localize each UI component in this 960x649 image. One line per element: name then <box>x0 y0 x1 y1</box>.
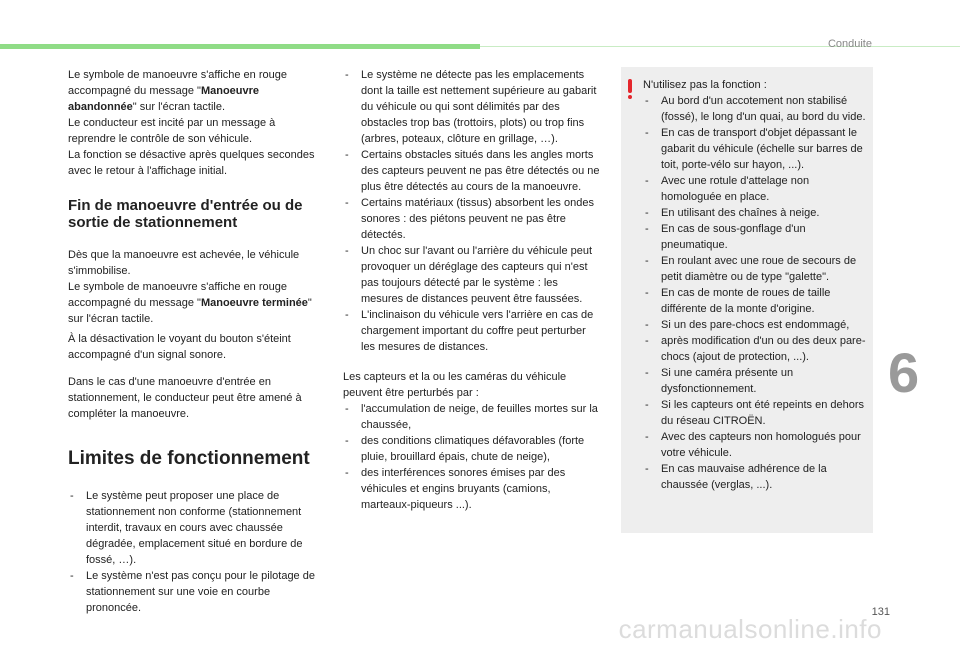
list-item: - l'accumulation de neige, de feuilles mortes sur la chaussée, <box>343 401 601 433</box>
warning-intro: N'utilisez pas la fonction : <box>643 79 767 91</box>
list-item: - En cas mauvaise adhérence de la chaussée (verglas, ...). <box>643 461 869 493</box>
warning-box <box>621 67 873 533</box>
list-item: - des conditions climatiques défavorables (forte pluie, brouillard épais, chute de neige), <box>343 433 601 465</box>
list-item: - Au bord d'un accotement non stabilisé (fossé), le long d'un quai, au bord du vide. <box>643 93 869 125</box>
list-item: - En roulant avec une roue de secours de petit diamètre ou de type "galette". <box>643 253 869 285</box>
list-item: - Un choc sur l'avant ou l'arrière du véhicule peut provoquer un déréglage des capteurs qui n'est pas toujours détecté par le système : les mesures de distances peuvent être faussées. <box>343 243 601 307</box>
page-number: 131 <box>871 606 890 618</box>
list-item: - En utilisant des chaînes à neige. <box>643 205 869 221</box>
list-detection-limits <box>343 67 601 355</box>
paragraph-complete-manoeuvre: Dans le cas d'une manoeuvre d'entrée en stationnement, le conducteur peut être amené à compléter la manoeuvre. <box>68 376 302 420</box>
column-left <box>68 67 326 616</box>
list-item: - Si une caméra présente un dysfonctionnement. <box>643 365 869 397</box>
paragraph-driver-prompt: Le conducteur est incité par un message à reprendre le contrôle de son véhicule. <box>68 117 276 145</box>
header-rule <box>480 46 960 47</box>
list-item: - Certains obstacles situés dans les angles morts des capteurs peuvent ne pas être détectés ou ne plus être détectés au cours de la manoeuvre. <box>343 147 601 195</box>
list-item: - Le système ne détecte pas les emplacements dont la taille est nettement supérieure au gabarit du véhicule ou qui sont délimités par des obstacles trop bas (trottoirs, plots) ou trop fins (arbres, poteaux, clôture en grillage, …). <box>343 67 601 147</box>
list-item: - L'inclinaison du véhicule vers l'arrière en cas de chargement important du coffre peut perturber les mesures de distances. <box>343 307 601 355</box>
heading-limits: Limites de fonctionnement <box>68 448 310 469</box>
list-item: - des interférences sonores émises par des véhicules et engins bruyants (camions, marteaux-piqueurs ...). <box>343 465 601 513</box>
paragraph-aborted: Le symbole de manoeuvre s'affiche en rouge accompagné du message "Manoeuvre abandonnée" sur l'écran tactile. <box>68 69 287 113</box>
message-aborted: Manoeuvre abandonnée <box>68 85 260 113</box>
list-do-not-use <box>643 93 869 493</box>
paragraph-finished: Le symbole de manoeuvre s'affiche en rouge accompagné du message "Manoeuvre terminée" sur l'écran tactile. <box>68 281 312 325</box>
list-item: - Si les capteurs ont été repeints en dehors du réseau CITROËN. <box>643 397 869 429</box>
list-sensor-disturbances <box>343 401 601 513</box>
chapter-number: 6 <box>888 341 920 404</box>
paragraph-deactivation: La fonction se désactive après quelques secondes avec le retour à l'affichage initial. <box>68 149 315 177</box>
exclamation-warning-icon <box>625 79 635 99</box>
warning-content <box>643 77 869 493</box>
message-finished: Manoeuvre terminée <box>200 297 308 309</box>
list-item: - Avec une rotule d'attelage non homologuée en place. <box>643 173 869 205</box>
watermark: carmanualsonline.info <box>618 614 882 644</box>
section-title: Conduite <box>827 38 872 50</box>
header-accent-bar <box>0 44 480 49</box>
list-item: - Le système peut proposer une place de stationnement non conforme (stationnement interdit, travaux en cours avec chaussée dégradée, emplacement situé en bordure de fossé, …). <box>68 488 326 568</box>
list-item: - En cas de monte de roues de taille différente de la monte d'origine. <box>643 285 869 317</box>
list-item: - En cas de sous-gonflage d'un pneumatique. <box>643 221 869 253</box>
list-item: - Le système n'est pas conçu pour le pilotage de stationnement sur une voie en courbe prononcée. <box>68 568 326 616</box>
paragraph-signal: À la désactivation le voyant du bouton s'éteint accompagné d'un signal sonore. <box>68 333 291 361</box>
list-item: - Avec des capteurs non homologués pour votre véhicule. <box>643 429 869 461</box>
heading-end-of-manoeuvre: Fin de manoeuvre d'entrée ou de sortie de stationnement <box>68 197 303 231</box>
list-limits <box>68 488 326 616</box>
list-item: - Si un des pare-chocs est endommagé, <box>643 317 869 333</box>
paragraph-vehicle-stops: Dès que la manoeuvre est achevée, le véhicule s'immobilise. <box>68 249 300 277</box>
list-item: - En cas de transport d'objet dépassant le gabarit du véhicule (échelle sur barres de toit, porte-vélo sur hayon, ...). <box>643 125 869 173</box>
list-item: - après modification d'un ou des deux pare-chocs (ajout de protection, ...). <box>643 333 869 365</box>
list-item: - Certains matériaux (tissus) absorbent les ondes sonores : des piétons peuvent ne pas être détectés. <box>343 195 601 243</box>
column-middle <box>343 67 601 513</box>
paragraph-sensors-intro: Les capteurs et la ou les caméras du véhicule peuvent être perturbés par : <box>343 371 567 399</box>
